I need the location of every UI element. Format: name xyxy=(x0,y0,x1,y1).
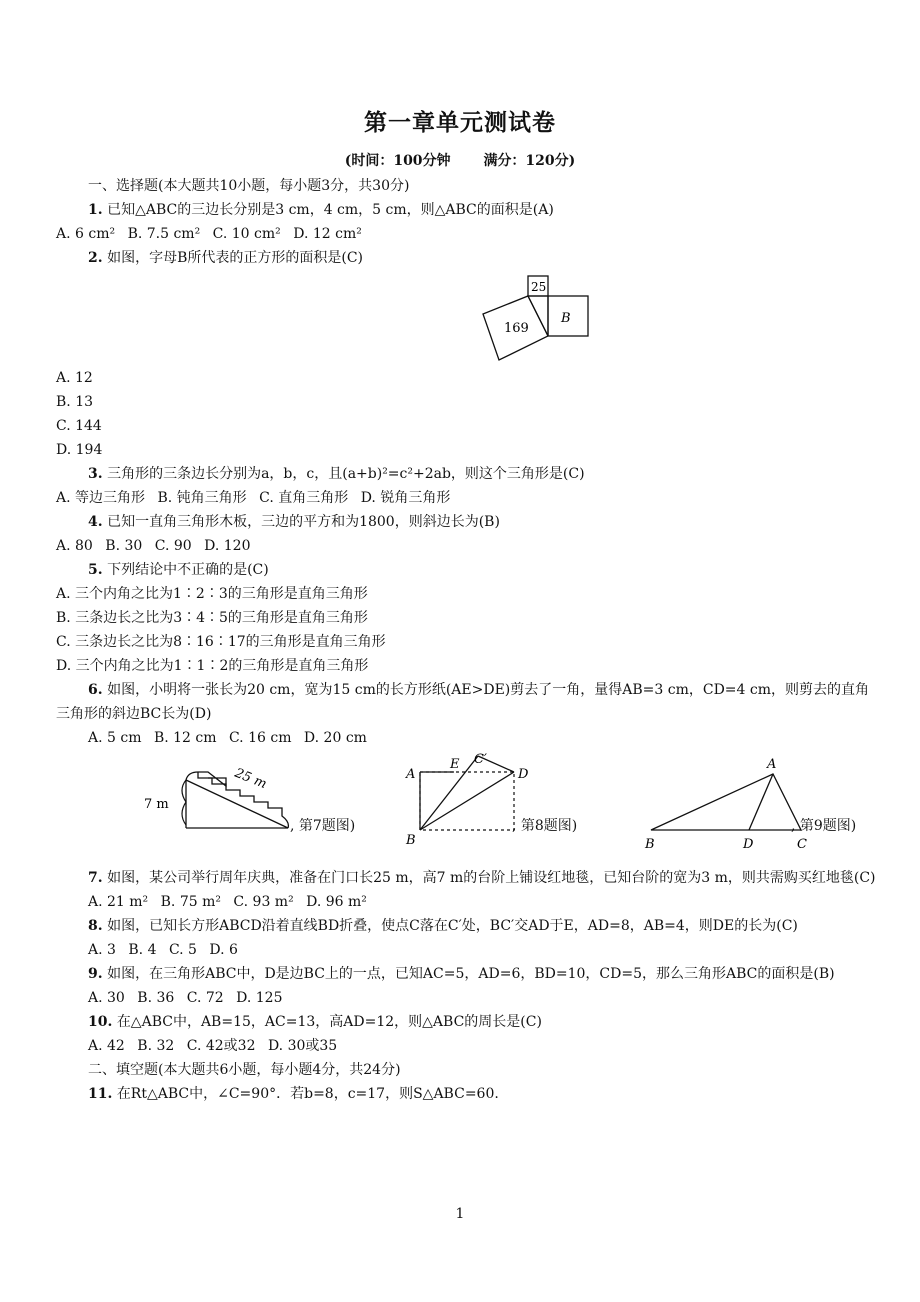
option-b: B. 4 xyxy=(128,942,157,958)
question-number: 7. xyxy=(88,870,103,886)
option-b: B. 36 xyxy=(137,990,175,1006)
label-169: 169 xyxy=(504,321,529,336)
label-25: 25 xyxy=(531,280,547,294)
question-number: 4. xyxy=(88,514,103,530)
option-c: C. 144 xyxy=(56,418,102,434)
option-c: C. 10 cm² xyxy=(212,226,281,242)
question-text: 如图，在三角形ABC中，D是边BC上的一点，已知AC=5，AD=6，BD=10，CD=5，那么三角形ABC的面积是(B) xyxy=(107,966,835,982)
figure-q2 xyxy=(56,270,876,366)
question-text: 如图，字母B所代表的正方形的面积是(C) xyxy=(107,250,364,266)
page-title: 第一章单元测试卷 xyxy=(364,109,556,136)
options-row xyxy=(56,938,876,962)
question-number: 1. xyxy=(88,202,103,218)
figure-8-rectangle xyxy=(402,750,532,860)
figure-7-stairs xyxy=(138,750,318,860)
question-number: 8. xyxy=(88,918,103,934)
point-b: B xyxy=(406,833,416,848)
point-b: B xyxy=(645,837,655,852)
question-text: 已知一直角三角形木板，三边的平方和为1800，则斜边长为(B) xyxy=(107,514,500,530)
question-number: 3. xyxy=(88,466,103,482)
question-list xyxy=(56,174,876,1106)
option-a: A. 21 m² xyxy=(88,894,149,910)
option-d: D. 120 xyxy=(204,538,251,554)
point-e: E xyxy=(450,757,460,772)
figure-9-caption: , 第9题图) xyxy=(791,818,857,834)
question-8 xyxy=(56,914,876,938)
point-a: A xyxy=(767,757,777,772)
option-c: C. 5 xyxy=(168,942,197,958)
question-text: 在△ABC中，AB=15，AC=13，高AD=12，则△ABC的周长是(C) xyxy=(116,1014,542,1030)
option-b: B. 32 xyxy=(137,1038,175,1054)
figure-8-caption: , 第8题图) xyxy=(512,818,578,834)
option-c: C. 直角三角形 xyxy=(259,490,349,506)
point-d: D xyxy=(743,837,754,852)
point-d: D xyxy=(518,767,529,782)
option-a: A. 三个内角之比为1∶2∶3的三角形是直角三角形 xyxy=(56,586,368,602)
options-row xyxy=(56,986,876,1010)
question-text: 如图，小明将一张长为20 cm，宽为15 cm的长方形纸(AE>DE)剪去了一角，量得AB=3 cm，CD=4 cm，则剪去的直角三角形的斜边BC长为(D) xyxy=(56,682,870,722)
section-heading: 二、填空题(本大题共6小题，每小题4分，共24分) xyxy=(88,1062,401,1078)
height-label: 7 m xyxy=(144,797,169,812)
options-row xyxy=(56,890,876,914)
point-c: C xyxy=(797,837,807,852)
option-d: D. 125 xyxy=(236,990,283,1006)
option-c: C. 三条边长之比为8∶16∶17的三角形是直角三角形 xyxy=(56,634,386,650)
question-number: 9. xyxy=(88,966,103,982)
option-d: D. 30或35 xyxy=(267,1038,338,1054)
full-score: 满分：120分) xyxy=(483,153,576,169)
stairs-slope xyxy=(186,780,288,828)
option-a: A. 42 xyxy=(88,1038,125,1054)
options-row xyxy=(56,1034,876,1058)
option-b: B. 7.5 cm² xyxy=(127,226,201,242)
question-number: 10. xyxy=(88,1014,113,1030)
option-d: D. 6 xyxy=(209,942,238,958)
option-b: B. 三条边长之比为3∶4∶5的三角形是直角三角形 xyxy=(56,610,368,626)
exam-info xyxy=(0,150,920,170)
option-c: C. 93 m² xyxy=(233,894,294,910)
option-b: B. 75 m² xyxy=(160,894,221,910)
side-bc1 xyxy=(420,756,478,830)
time-limit: (时间：100分钟 xyxy=(344,153,451,169)
option-b: B. 30 xyxy=(105,538,143,554)
options-row xyxy=(56,222,876,246)
question-text: 下列结论中不正确的是(C) xyxy=(107,562,269,578)
option-c: C. 16 cm xyxy=(228,730,292,746)
figure-7-caption: , 第7题图) xyxy=(290,818,356,834)
question-number: 6. xyxy=(88,682,103,698)
options-row xyxy=(56,486,876,510)
figures-row xyxy=(56,750,876,866)
option-c: C. 42或32 xyxy=(186,1038,256,1054)
section-heading: 一、选择题(本大题共10小题，每小题3分，共30分) xyxy=(88,178,410,194)
options-row xyxy=(56,534,876,558)
option-b: B. 钝角三角形 xyxy=(157,490,247,506)
question-text: 在Rt△ABC中，∠C=90°．若b=8，c=17，则S△ABC=60. xyxy=(116,1086,499,1102)
option-d: D. 20 cm xyxy=(303,730,367,746)
option-d: D. 96 m² xyxy=(306,894,367,910)
option-a: A. 30 xyxy=(88,990,125,1006)
option-d: D. 12 cm² xyxy=(293,226,362,242)
question-2 xyxy=(56,246,876,270)
option-a: A. 5 cm xyxy=(88,730,142,746)
question-11 xyxy=(56,1082,876,1106)
option-d: D. 三个内角之比为1∶1∶2的三角形是直角三角形 xyxy=(56,658,369,674)
option-a: A. 3 xyxy=(88,942,116,958)
point-a: A xyxy=(406,767,416,782)
option-c: C. 72 xyxy=(186,990,224,1006)
segment-ad xyxy=(749,774,773,830)
question-4 xyxy=(56,510,876,534)
point-c1: C′ xyxy=(474,751,487,767)
question-1 xyxy=(56,198,876,222)
question-7 xyxy=(56,866,876,890)
option-c: C. 90 xyxy=(154,538,192,554)
triangle-abc xyxy=(651,774,801,830)
option-d: D. 194 xyxy=(56,442,103,458)
option-a: A. 80 xyxy=(56,538,93,554)
question-9 xyxy=(56,962,876,986)
question-6 xyxy=(56,678,876,726)
option-b: B. 12 cm xyxy=(153,730,217,746)
figure-9-triangle xyxy=(641,750,811,860)
question-text: 三角形的三条边长分别为a，b，c，且(a+b)²=c²+2ab，则这个三角形是(C) xyxy=(107,466,585,482)
question-5 xyxy=(56,558,876,582)
question-text: 如图，已知长方形ABCD沿着直线BD折叠，使点C落在C′处，BC′交AD于E，AD=8，AB=4，则DE的长为(C) xyxy=(107,918,798,934)
page-number: 1 xyxy=(455,1206,465,1222)
squares-diagram xyxy=(426,270,596,362)
option-a: A. 6 cm² xyxy=(56,226,116,242)
question-10 xyxy=(56,1010,876,1034)
option-b: B. 13 xyxy=(56,394,94,410)
question-number: 2. xyxy=(88,250,103,266)
question-text: 如图，某公司举行周年庆典，准备在门口长25 m，高7 m的台阶上铺设红地毯，已知台阶的宽为3 m，则共需购买红地毯(C) xyxy=(107,870,876,886)
option-a: A. 等边三角形 xyxy=(56,490,146,506)
question-number: 11. xyxy=(88,1086,113,1102)
option-d: D. 锐角三角形 xyxy=(360,490,451,506)
options-row xyxy=(56,726,876,750)
question-3 xyxy=(56,462,876,486)
option-a: A. 12 xyxy=(56,370,93,386)
length-label: 25 m xyxy=(232,765,269,793)
question-text: 已知△ABC的三边长分别是3 cm，4 cm，5 cm，则△ABC的面积是(A) xyxy=(107,202,554,218)
label-b: B xyxy=(561,311,571,326)
diagonal-bd xyxy=(420,772,514,830)
question-number: 5. xyxy=(88,562,103,578)
